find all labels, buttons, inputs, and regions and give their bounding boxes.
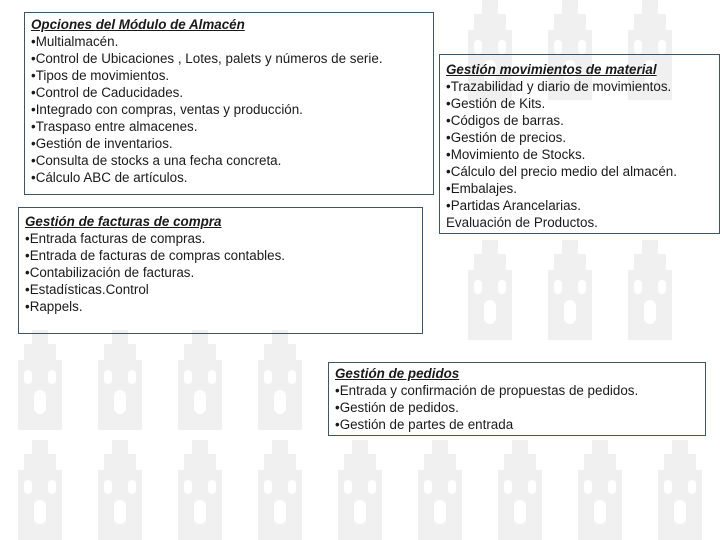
list-item: •Entrada de facturas de compras contables. [25,248,285,263]
list-item: •Entrada y confirmación de propuestas de pedidos. [335,383,639,398]
list-item: •Cálculo ABC de artículos. [31,170,188,185]
list-item: •Rappels. [25,299,83,314]
almacen-options-box [24,12,434,195]
list-item: •Control de Caducidades. [31,85,184,100]
list-item: •Gestión de Kits. [446,96,546,111]
pedidos-box [328,362,706,436]
list-item: •Gestión de precios. [446,130,567,145]
list-item: •Cálculo del precio medio del almacén. [446,164,677,179]
list-item: •Estadísticas.Control [25,282,149,297]
list-item: •Partidas Arancelarias. [446,198,581,213]
movimientos-list [446,78,719,231]
list-item: •Gestión de partes de entrada [335,417,514,432]
almacen-title: Opciones del Módulo de Almacén [31,17,245,32]
list-item: •Integrado con compras, ventas y producción. [31,102,303,117]
list-item: •Consulta de stocks a una fecha concreta. [31,153,282,168]
pedidos-list [335,382,705,433]
list-item: •Gestión de inventarios. [31,136,173,151]
list-item: •Entrada facturas de compras. [25,231,206,246]
list-item: •Traspaso entre almacenes. [31,119,198,134]
list-item: •Tipos de movimientos. [31,68,170,83]
movimientos-title: Gestión movimientos de material [446,62,657,77]
list-item: •Multialmacén. [31,34,119,49]
list-item: •Gestión de pedidos. [335,400,459,415]
list-item: •Movimiento de Stocks. [446,147,586,162]
list-item: •Trazabilidad y diario de movimientos. [446,79,672,94]
list-item: •Embalajes. [446,181,517,196]
list-item: •Contabilización de facturas. [25,265,195,280]
movimientos-material-box [439,54,720,234]
facturas-compra-box [18,207,423,334]
list-item: •Control de Ubicaciones , Lotes, palets y números de serie. [31,51,383,66]
almacen-list [31,33,433,186]
pedidos-title: Gestión de pedidos [335,366,460,381]
list-item: •Códigos de barras. [446,113,564,128]
facturas-list [25,230,422,315]
list-item: Evaluación de Productos. [446,215,598,230]
facturas-title: Gestión de facturas de compra [25,214,222,229]
